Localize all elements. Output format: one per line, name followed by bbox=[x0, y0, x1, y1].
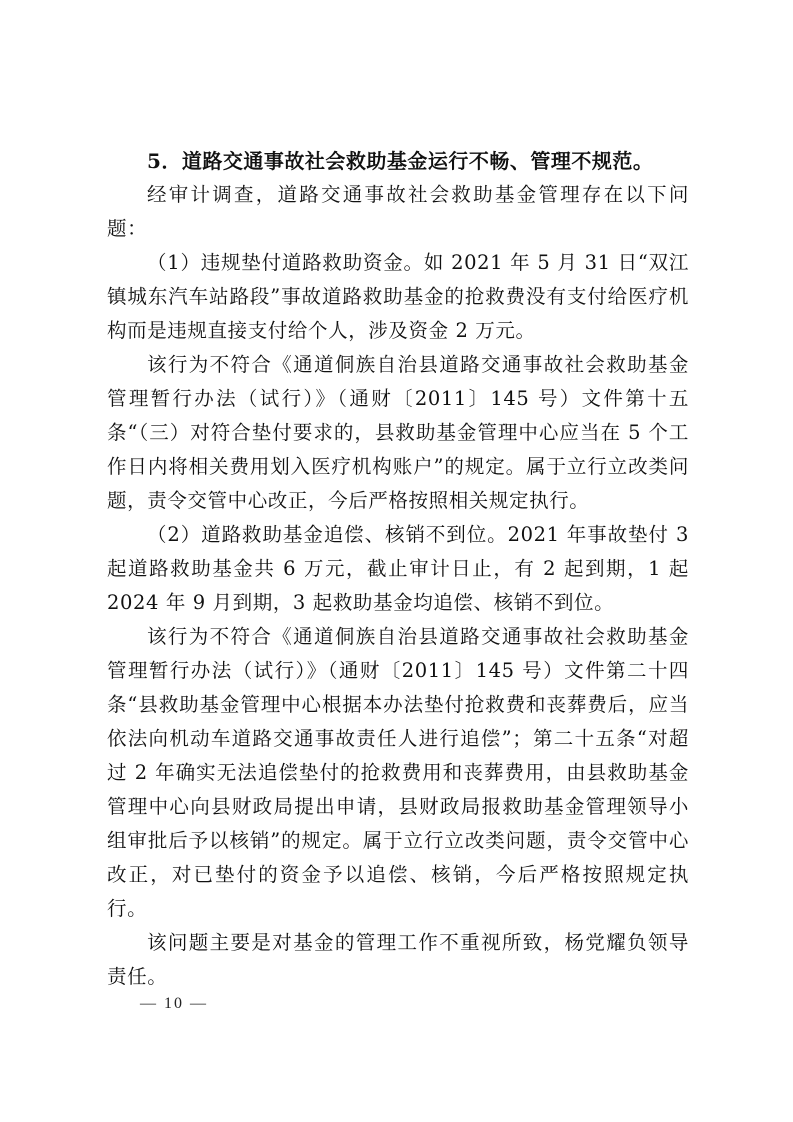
paragraph-issue-2-basis: 该行为不符合《通道侗族自治县道路交通事故社会救助基金管理暂行办法（试行）》（通财〔2011〕145 号）文件第二十四条“县救助基金管理中心根据本办法垫付抢救费和丧葬费后，应当依法向机动车道路交通事故责任人进行追偿”；第二十五条“对超过 2 年确实无法追偿垫付的抢救费用和丧葬费用，由县救助基金管理中心向县财政局提出申请，县财政局报救助基金管理领导小组审批后予以核销”的规定。属于立行立改类问题，责令交管中心改正，对已垫付的资金予以追偿、核销，今后严格按照规定执行。 bbox=[107, 625, 689, 920]
paragraph-intro: 经审计调查，道路交通事故社会救助基金管理存在以下问题： bbox=[107, 183, 689, 240]
paragraph-issue-2: （2）道路救助基金追偿、核销不到位。2021 年事故垫付 3 起道路救助基金共 6 万元，截止审计日止，有 2 起到期，1 起 2024 年 9 月到期，3 起救助基金均追偿、核销不到位。 bbox=[107, 523, 689, 614]
document-body bbox=[107, 144, 689, 994]
paragraph-issue-1-basis: 该行为不符合《通道侗族自治县道路交通事故社会救助基金管理暂行办法（试行）》（通财〔2011〕145 号）文件第十五条“（三）对符合垫付要求的，县救助基金管理中心应当在 5 个工作日内将相关费用划入医疗机构账户”的规定。属于立行立改类问题，责令交管中心改正，今后严格按照相关规定执行。 bbox=[107, 353, 689, 512]
section-heading: 5．道路交通事故社会救助基金运行不畅、管理不规范。 bbox=[147, 149, 654, 173]
paragraph-issue-1: （1）违规垫付道路救助资金。如 2021 年 5 月 31 日“双江镇城东汽车站路段”事故道路救助基金的抢救费没有支付给医疗机构而是违规直接支付给个人，涉及资金 2 万元。 bbox=[107, 251, 689, 342]
paragraph-responsibility: 该问题主要是对基金的管理工作不重视所致，杨党耀负领导责任。 bbox=[107, 931, 689, 988]
page-number: — 10 — bbox=[140, 995, 208, 1012]
